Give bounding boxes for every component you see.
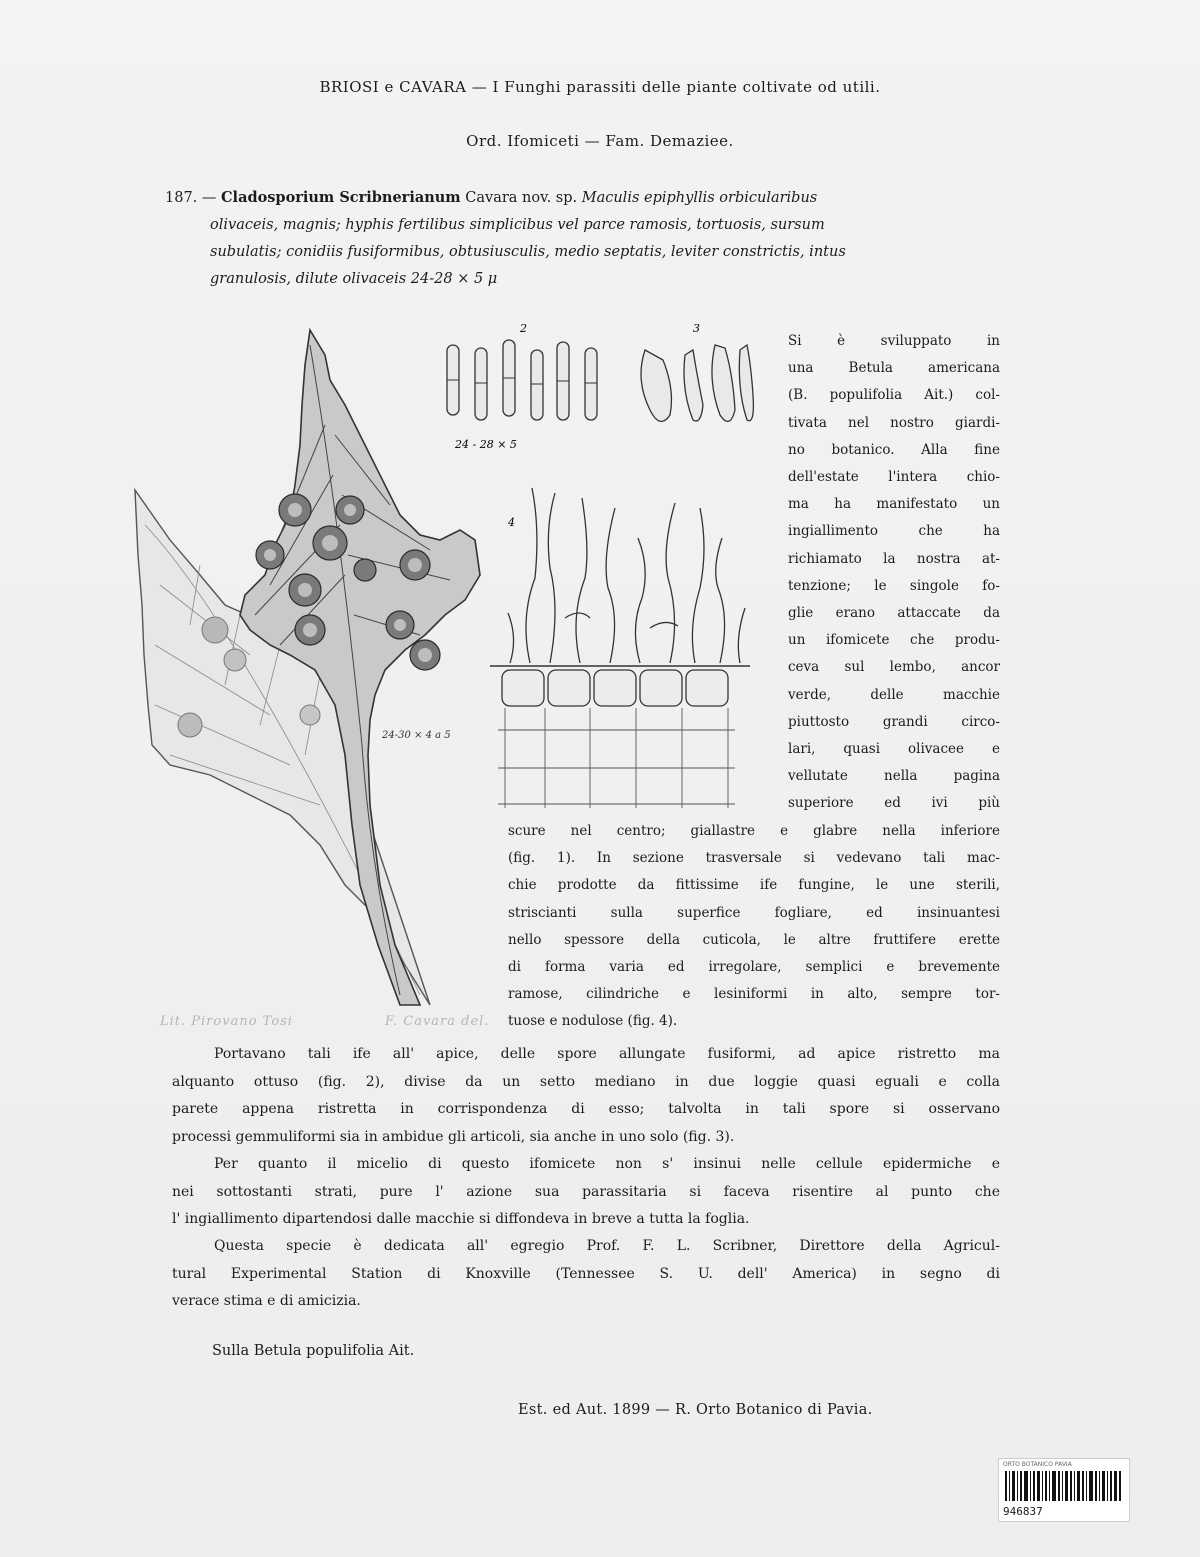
- diagnosis-line: subulatis; conidiis fusiformibus, obtusiusculis, medio septatis, leviter constrictis, intus: [210, 244, 846, 260]
- text-line: nello spessore della cuticola, le altre fruttifere erette: [508, 931, 1000, 948]
- spore-figures: [435, 320, 765, 450]
- text-line: di forma varia ed irregolare, semplici e brevemente: [508, 959, 1000, 976]
- text-line: ramose, cilindriche e lesiniformi in alto, sempre tor-: [508, 986, 1000, 1003]
- text-line: una Betula americana: [788, 360, 1000, 377]
- text-line: parete appena ristretta in corrispondenza di esso; talvolta in tali spore si osservano: [172, 1101, 1000, 1117]
- text-line: processi gemmuliformi sia in ambidue gli articoli, sia anche in uno solo (fig. 3).: [172, 1128, 735, 1145]
- text-line: ceva sul lembo, ancor: [788, 659, 1000, 676]
- barcode-label: [998, 1458, 1130, 1522]
- text-line: (fig. 1). In sezione trasversale si vedevano tali mac-: [508, 850, 1000, 867]
- text-line: ingiallimento che ha: [788, 523, 1000, 540]
- page-header: BRIOSI e CAVARA — I Funghi parassiti delle piante coltivate od utili.: [319, 78, 881, 96]
- fig4-label: 4: [508, 516, 515, 529]
- diagnosis-line: granulosis, dilute olivaceis 24-28 × 5 μ: [210, 271, 498, 287]
- paragraph-mycelium: [172, 1151, 1000, 1234]
- text-line: verace stima e di amicizia.: [172, 1293, 361, 1309]
- species-name: Cladosporium Scribnerianum: [221, 189, 461, 206]
- fig3-label: 3: [693, 322, 700, 335]
- text-line: lari, quasi olivacee e: [788, 741, 1000, 758]
- text-line: Questa specie è dedicata all' egregio Prof. F. L. Scribner, Direttore della Agricul-: [214, 1238, 1000, 1254]
- text-line: vellutate nella pagina: [788, 768, 1000, 785]
- text-line: superiore ed ivi più: [788, 795, 1000, 812]
- text-line: Si è sviluppato in: [788, 333, 1000, 349]
- text-line: (B. populifolia Ait.) col-: [788, 387, 1000, 404]
- text-line: striscianti sulla superfice fogliare, ed insinuantesi: [508, 904, 1000, 921]
- host-line: Sulla Betula populifolia Ait.: [212, 1343, 415, 1359]
- paragraph-spores: [172, 1041, 1000, 1151]
- species-number: 187. —: [165, 190, 217, 206]
- species-diagnosis: [165, 184, 1000, 293]
- species-author: Cavara nov. sp.: [465, 190, 578, 206]
- text-line: tivata nel nostro giardi-: [788, 414, 1000, 431]
- source-line: Est. ed Aut. 1899 — R. Orto Botanico di Pavia.: [518, 1402, 873, 1418]
- text-line: verde, delle macchie: [788, 686, 1000, 703]
- fig2-label: 2: [520, 322, 527, 335]
- barcode-institution: ORTO BOTANICO PAVIA: [1003, 1461, 1072, 1468]
- middle-column-text: [508, 818, 1000, 1036]
- diagnosis-line: Maculis epiphyllis orbicularibus: [581, 190, 818, 206]
- text-line: l' ingiallimento dipartendosi dalle macchie si diffondeva in breve a tutta la foglia.: [172, 1211, 750, 1227]
- text-line: richiamato la nostra at-: [788, 550, 1000, 567]
- text-line: tenzione; le singole fo-: [788, 577, 1000, 594]
- text-line: chie prodotte da fittissime ife fungine, le une sterili,: [508, 877, 1000, 894]
- diagnosis-line: olivaceis, magnis; hyphis fertilibus simplicibus vel parce ramosis, tortuosis, sursum: [210, 217, 825, 233]
- text-line: dell'estate l'intera chio-: [788, 469, 1000, 486]
- hyphae-section: [490, 468, 790, 818]
- text-line: tural Experimental Station di Knoxville (Tennessee S. U. dell' America) in segno di: [172, 1265, 1000, 1282]
- artist-credit: F. Cavara del.: [385, 1014, 490, 1029]
- barcode-number: 946837: [1003, 1505, 1043, 1518]
- paragraph-dedication: [172, 1233, 1000, 1316]
- text-line: alquanto ottuso (fig. 2), divise da un setto mediano in due loggie quasi eguali e colla: [172, 1073, 1000, 1090]
- lithographer-credit: Lit. Pirovano Tosi: [160, 1014, 293, 1029]
- text-line: no botanico. Alla fine: [788, 441, 1000, 458]
- hyphae-scale-label: 24-30 × 4 a 5: [382, 730, 451, 741]
- text-line: Portavano tali ife all' apice, delle spore allungate fusiformi, ad apice ristretto ma: [214, 1046, 1000, 1062]
- text-line: nei sottostanti strati, pure l' azione sua parassitaria si faceva risentire al punto che: [172, 1183, 1000, 1200]
- barcode-icon: [1005, 1471, 1123, 1501]
- text-line: Per quanto il micelio di questo ifomicete non s' insinui nelle cellule epidermiche e: [214, 1156, 1000, 1172]
- text-line: piuttosto grandi circo-: [788, 713, 1000, 730]
- spore-scale-label: 24 - 28 × 5: [455, 438, 517, 450]
- text-line: tuose e nodulose (fig. 4).: [508, 1013, 678, 1030]
- text-line: ma ha manifestato un: [788, 496, 1000, 513]
- text-line: scure nel centro; giallastre e glabre nella inferiore: [508, 823, 1000, 839]
- text-line: un ifomicete che produ-: [788, 632, 1000, 649]
- text-line: glie erano attaccate da: [788, 605, 1000, 622]
- order-family-line: Ord. Ifomiceti — Fam. Demaziee.: [466, 132, 734, 150]
- right-column-text: [788, 328, 1000, 818]
